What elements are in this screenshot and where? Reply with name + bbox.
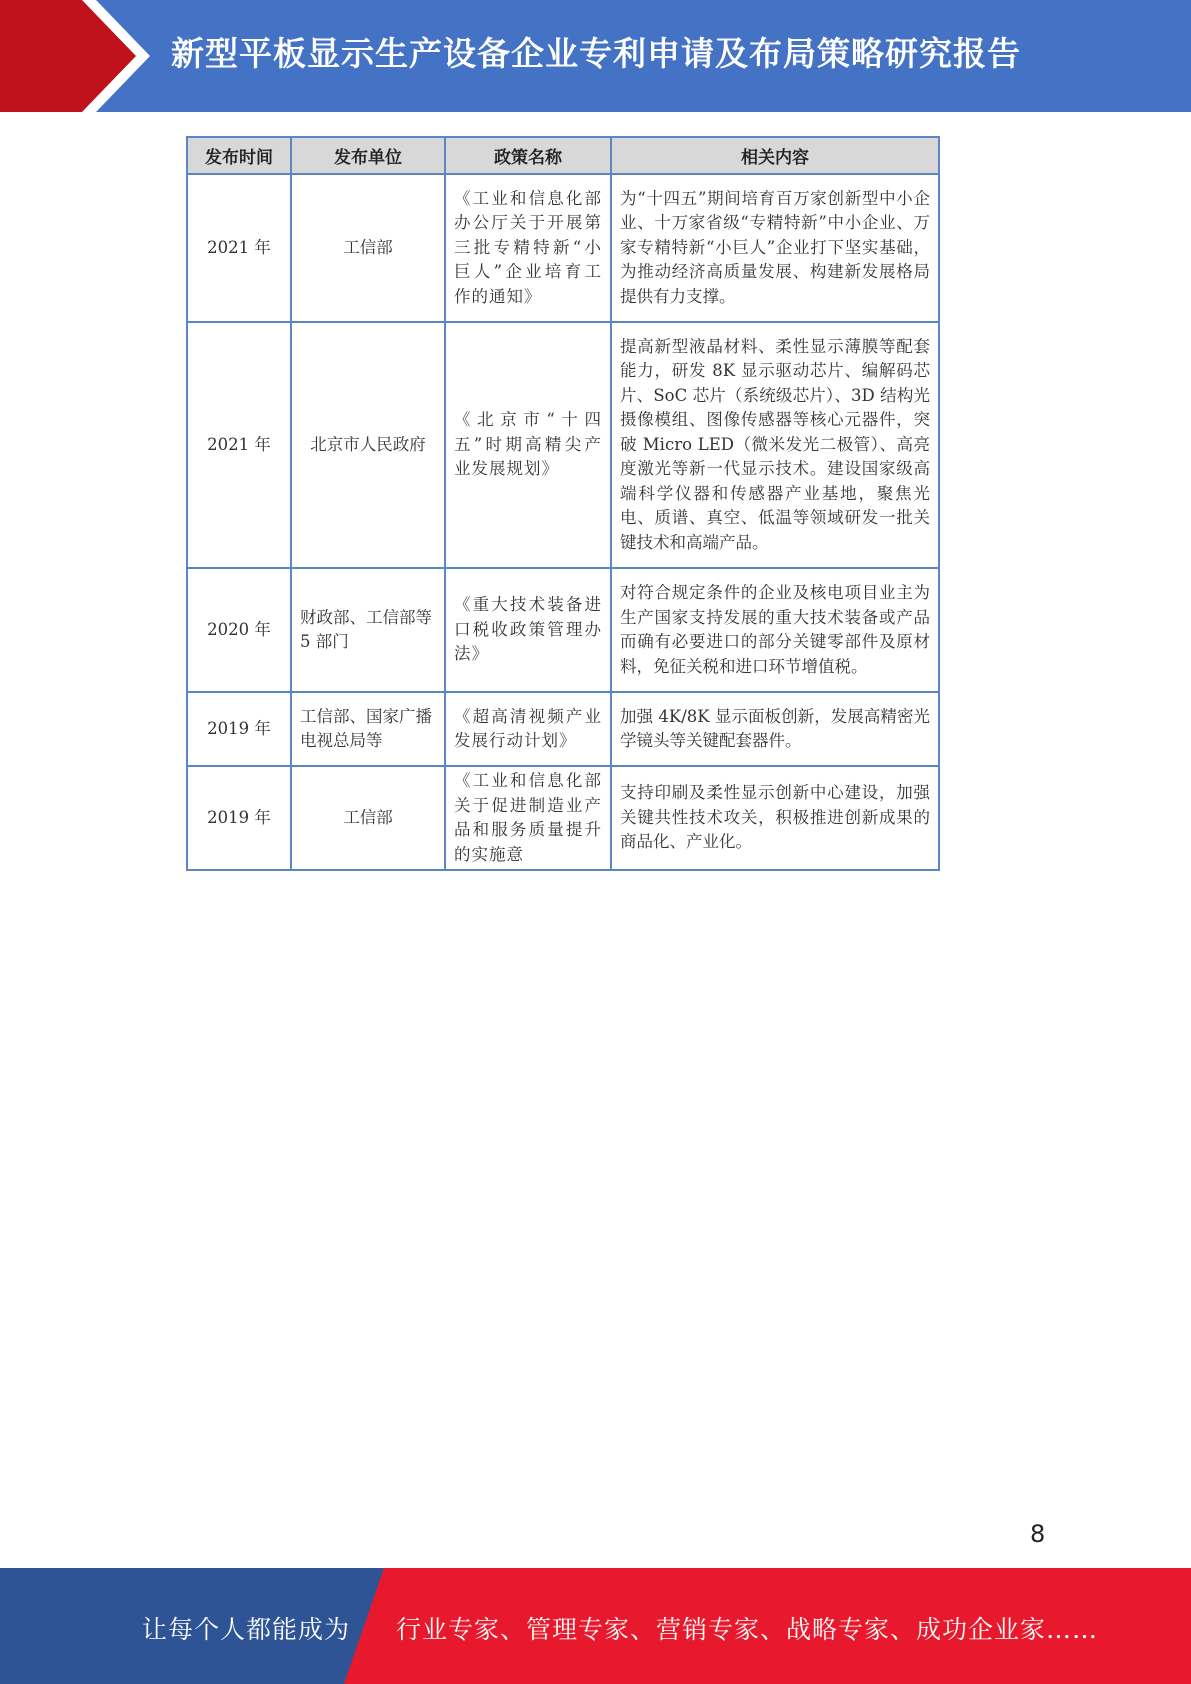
column-header-date: 发布时间 [187, 137, 291, 174]
cell-org: 工信部 [291, 174, 445, 322]
cell-policy: 《超高清视频产业发展行动计划》 [445, 692, 611, 766]
header-banner [0, 0, 1191, 112]
cell-content: 对符合规定条件的企业及核电项目业主为生产国家支持发展的重大技术装备或产品而确有必要进口的部分关键零部件及原材料，免征关税和进口环节增值税。 [611, 568, 939, 692]
page-number: 8 [1030, 1520, 1046, 1548]
table-row [187, 174, 939, 322]
table-header-row [187, 137, 939, 174]
cell-year: 2021 年 [187, 322, 291, 568]
cell-year: 2019 年 [187, 692, 291, 766]
cell-year: 2019 年 [187, 766, 291, 870]
footer-banner [0, 1568, 1191, 1684]
cell-policy: 《工业和信息化部关于促进制造业产品和服务质量提升的实施意 [445, 766, 611, 870]
cell-policy: 《工业和信息化部办公厅关于开展第三批专精特新“小巨人”企业培育工作的通知》 [445, 174, 611, 322]
table-row [187, 766, 939, 870]
cell-year: 2021 年 [187, 174, 291, 322]
cell-policy: 《北京市“十四五”时期高精尖产业发展规划》 [445, 322, 611, 568]
cell-content: 提高新型液晶材料、柔性显示薄膜等配套能力，研发 8K 显示驱动芯片、编解码芯片、SoC 芯片（系统级芯片）、3D 结构光摄像模组、图像传感器等核心元器件，突破 Micro LED（微米发光二极管）、高亮度激光等新一代显示技术。建设国家级高端科学仪器和传感器产业基地，聚焦光电、质谱、真空、低温等领域研发一批关键技术和高端产品。 [611, 322, 939, 568]
cell-org: 财政部、工信部等 5 部门 [291, 568, 445, 692]
policy-table-container [186, 136, 938, 871]
cell-content: 支持印刷及柔性显示创新中心建设，加强关键共性技术攻关，积极推进创新成果的商品化、产业化。 [611, 766, 939, 870]
report-title: 新型平板显示生产设备企业专利申请及布局策略研究报告 [171, 34, 1021, 73]
cell-year: 2020 年 [187, 568, 291, 692]
footer-slogan-left: 让每个人都能成为 [142, 1615, 351, 1644]
column-header-content: 相关内容 [611, 137, 939, 174]
cell-org: 工信部、国家广播电视总局等 [291, 692, 445, 766]
cell-org: 北京市人民政府 [291, 322, 445, 568]
cell-org: 工信部 [291, 766, 445, 870]
table-row [187, 568, 939, 692]
footer-slogan-right: 行业专家、管理专家、营销专家、战略专家、成功企业家…… [396, 1615, 1099, 1644]
cell-content: 为“十四五”期间培育百万家创新型中小企业、十万家省级“专精特新”中小企业、万家专精特新“小巨人”企业打下坚实基础，为推动经济高质量发展、构建新发展格局提供有力支撑。 [611, 174, 939, 322]
column-header-org: 发布单位 [291, 137, 445, 174]
policy-table [186, 136, 940, 871]
cell-policy: 《重大技术装备进口税收政策管理办法》 [445, 568, 611, 692]
table-row [187, 322, 939, 568]
table-row [187, 692, 939, 766]
cell-content: 加强 4K/8K 显示面板创新，发展高精密光学镜头等关键配套器件。 [611, 692, 939, 766]
column-header-policy: 政策名称 [445, 137, 611, 174]
